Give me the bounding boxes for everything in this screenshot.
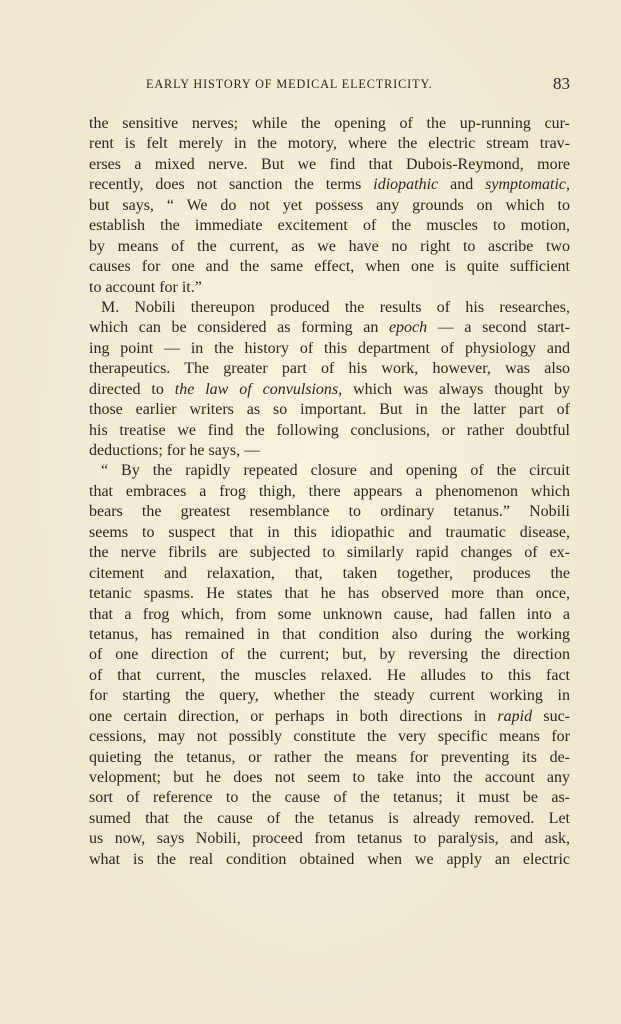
text-run: citement and relaxation, that, taken together, produces the: [89, 564, 570, 582]
text-line: [89, 707, 570, 727]
text-run: what is the real condition obtained when we apply an electric: [89, 850, 570, 868]
text-line: [89, 278, 570, 298]
text-line: [89, 768, 570, 788]
text-run: directed to: [89, 380, 175, 398]
text-line: [89, 809, 570, 829]
text-run: the sensitive nerves; while the opening of the up-running cur-: [89, 115, 570, 132]
text-run: sort of reference to the cause of the tetanus; it must be as-: [89, 789, 570, 807]
text-run: — a second start-: [427, 319, 570, 337]
text-line: [89, 257, 570, 277]
text-run: rent is felt merely in the motory, where the electric stream trav-: [89, 135, 570, 153]
text-line: [89, 605, 570, 625]
text-line: [89, 461, 570, 481]
text-run: tetanus, has remained in that condition also during the working: [89, 625, 570, 643]
italic-phrase: the law of convulsions,: [174, 380, 343, 398]
text-line: [89, 502, 570, 522]
text-run: and: [438, 176, 486, 194]
text-run: establish the immediate excitement of the muscles to motion,: [89, 217, 570, 235]
text-line: [89, 441, 570, 461]
text-line: [89, 155, 570, 175]
body-text: [89, 114, 570, 870]
text-line: [89, 216, 570, 236]
text-run: that embraces a frog thigh, there appears a phenomenon which: [89, 482, 570, 500]
text-run: for starting the query, whether the steady current working in: [89, 687, 570, 705]
text-line: [89, 482, 570, 502]
text-line: [89, 748, 570, 768]
text-line: [89, 196, 570, 216]
text-line: [89, 645, 570, 665]
text-run: cessions, may not possibly constitute the very specific means for: [89, 728, 570, 746]
text-run: erses a mixed nerve. But we find that Dubois-Reymond, more: [89, 155, 570, 173]
text-line: [89, 421, 570, 441]
text-run: causes for one and the same effect, when one is quite sufficient: [89, 258, 570, 276]
text-run: us now, says Nobili, proceed from tetanus to paralysis, and ask,: [89, 830, 570, 848]
text-line: [89, 175, 570, 195]
text-line: [89, 237, 570, 257]
text-line: [89, 850, 570, 870]
italic-phrase: epoch: [388, 319, 428, 337]
page-number: 83: [553, 74, 570, 93]
text-run: his treatise we find the following conclusions, or rather doubtful: [89, 421, 570, 439]
text-run: deductions; for he says, —: [89, 442, 261, 459]
text-run: recently, does not sanction the terms: [89, 176, 374, 194]
text-line: [89, 829, 570, 849]
text-run: sumed that the cause of the tetanus is already removed. Let: [89, 809, 570, 827]
italic-phrase: symptomatic,: [485, 176, 570, 194]
text-line: [89, 625, 570, 645]
text-line: [89, 564, 570, 584]
text-line: [89, 666, 570, 686]
text-line: [89, 339, 570, 359]
text-line: [89, 788, 570, 808]
text-run: quieting the tetanus, or rather the means for preventing its de-: [89, 748, 570, 766]
text-run: bears the greatest resemblance to ordinary tetanus.” Nobili: [89, 503, 570, 521]
text-run: that a frog which, from some unknown cause, had fallen into a: [89, 605, 570, 623]
text-run: which can be considered as forming an: [89, 319, 389, 337]
running-header: [88, 74, 570, 96]
text-run: but says, “ We do not yet possess any grounds on which to: [89, 196, 570, 214]
text-run: velopment; but he does not seem to take into the account any: [89, 769, 570, 786]
text-run: therapeutics. The greater part of his work, however, was also: [89, 360, 570, 378]
text-line: [89, 686, 570, 706]
italic-phrase: idiopathic: [373, 176, 439, 194]
text-run: by means of the current, as we have no right to ascribe two: [89, 237, 570, 255]
text-run: of one direction of the current; but, by reversing the direction: [89, 646, 570, 664]
text-line: [89, 359, 570, 379]
text-line: [89, 584, 570, 604]
text-run: which was always thought by: [342, 380, 570, 398]
italic-phrase: rapid: [497, 707, 533, 725]
text-line: [89, 298, 570, 318]
text-line: [89, 114, 570, 134]
text-line: [89, 134, 570, 154]
text-run: of that current, the muscles relaxed. He alludes to this fact: [89, 666, 570, 684]
text-run: seems to suspect that in this idiopathic and traumatic disease,: [89, 523, 570, 541]
text-run: ing point — in the history of this department of physiology and: [89, 339, 570, 357]
text-line: [89, 400, 570, 420]
text-line: [89, 318, 570, 338]
text-line: [89, 727, 570, 747]
text-line: [89, 380, 570, 400]
text-run: tetanic spasms. He states that he has observed more than once,: [89, 585, 570, 603]
text-run: to account for it.”: [89, 278, 202, 296]
text-line: [89, 543, 570, 563]
running-title: EARLY HISTORY OF MEDICAL ELECTRICITY.: [146, 77, 433, 91]
text-run: one certain direction, or perhaps in both directions in: [89, 707, 498, 725]
text-run: M. Nobili thereupon produced the results of his researches,: [101, 298, 570, 316]
text-run: those earlier writers as so important. But in the latter part of: [89, 401, 570, 419]
text-run: the nerve fibrils are subjected to similarly rapid changes of ex-: [89, 544, 570, 562]
text-run: “ By the rapidly repeated closure and opening of the circuit: [101, 462, 570, 480]
text-line: [89, 523, 570, 543]
text-run: suc-: [532, 707, 570, 725]
